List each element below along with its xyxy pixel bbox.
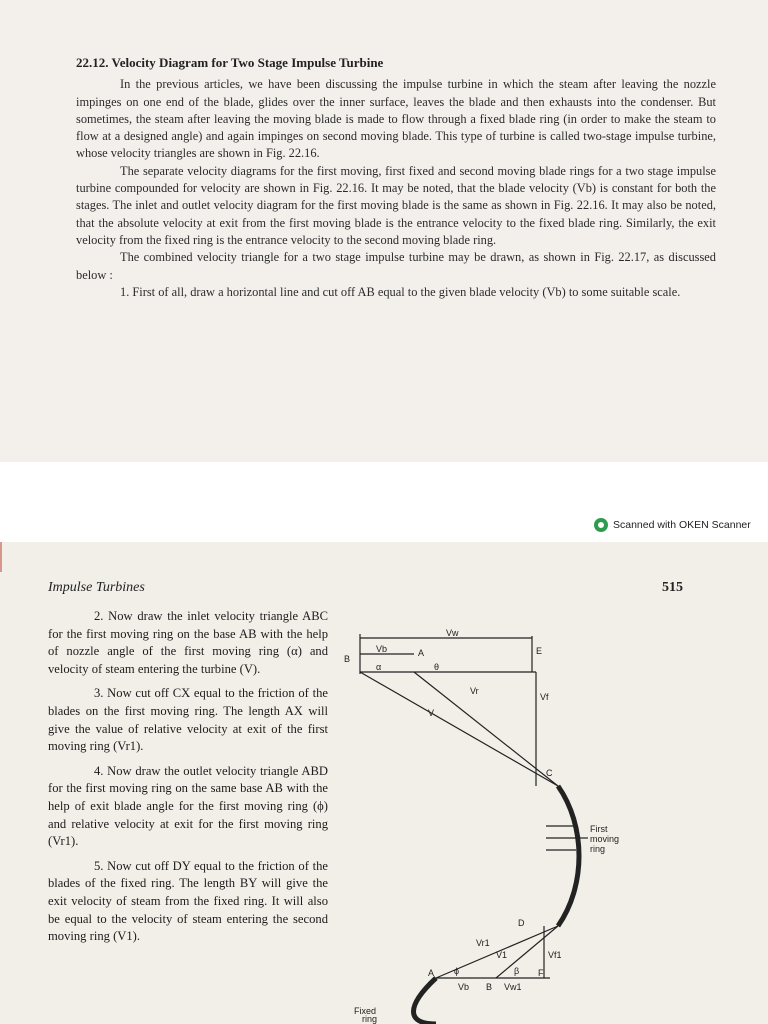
paragraph: The separate velocity diagrams for the first moving, first fixed and second moving blade rings for a two stage impulse turbine compounded for velocity are shown in Fig. 22.16. It may be noted, that the blade velocity (Vb) is constant for both the stages. The inlet and outlet velocity diagram for the first moving blade is the same as shown in Fig. 22.16. It may also be noted, that the absolute velocity at exit from the first moving blade is the entrance velocity to the fixed blade ring. Similarly, the exit velocity from the fixed ring is the entrance velocity to the second moving blade ring. [76,163,716,247]
c-label: C [546,768,553,778]
beta-label: β [514,966,520,976]
fixed-label: Fixed [354,1006,377,1016]
vb-mid-label: Vb [458,982,470,992]
first-moving-label-2: moving [590,834,620,844]
e-top-label: E [536,646,543,656]
step-paragraph: 4. Now draw the outlet velocity triangle ABD for the first moving ring on the same base AB with the help of exit blade angle for the first moving ring (ϕ) and relative velocity at exit for the first moving ring (Vr1). [48,763,328,849]
current-page [0,542,768,1024]
page-number: 515 [662,580,683,595]
b-top-label: B [344,654,351,664]
step-paragraph: 2. Now draw the inlet velocity triangle ABC for the first moving ring on the base AB with the help of nozzle angle of the first moving ring (α) and velocity of steam entering the turbine (V). [48,609,328,676]
vr1-label: Vr1 [476,938,490,948]
line-v [360,672,558,786]
vf1-label: Vf1 [548,950,562,960]
theta-label: θ [434,662,440,672]
paragraph: 1. First of all, draw a horizontal line and cut off AB equal to the given blade velocity (Vb) to some suitable scale. [120,284,681,299]
v-label: V [428,708,435,718]
scanner-logo-icon [594,518,608,532]
step-paragraph: 5. Now cut off DY equal to the friction of the blades of the fixed ring. The length BY will give the exit velocity of steam from the fixed ring. It will also be equal to the velocity of steam entering the second moving ring (V1). [48,858,328,944]
a-top-label: A [418,648,425,658]
v1-label: V1 [496,950,508,960]
page-edge-mark [0,542,18,572]
running-head: Impulse Turbines [48,580,145,595]
velocity-triangle-figure [336,626,636,1024]
paragraph: In the previous articles, we have been discussing the impulse turbine in which the steam after leaving the nozzle impinges on one end of the blade, glides over the inner surface, leaves the blade and then exhausts into the condenser. But sometimes, the steam after leaving the moving blade is made to flow through a fixed blade ring (in order to make the steam to flow at a designed angle) and again impinges on second moving blade. This type of turbine is called two-stage impulse turbine, whose velocity triangles are shown in Fig. 22.16. [76,77,716,161]
a-mid-label: A [428,968,435,978]
fixed-blade [414,978,437,1024]
vw1-label: Vw1 [504,982,522,992]
previous-page [0,0,768,462]
article-text [76,54,716,301]
f-label: F [538,968,544,978]
step-paragraph: 3. Now cut off CX equal to the friction of the blades on the first moving ring. The length AX will give the value of relative velocity at exit of the first moving ring (Vr1). [48,686,328,754]
vw-label: Vw [446,628,459,638]
first-moving-label: First [590,824,608,834]
paragraph: The combined velocity triangle for a two stage impulse turbine may be drawn, as shown in Fig. 22.17, as discussed below : [76,250,716,282]
phi-label: ϕ [454,966,460,976]
vb-top-label: Vb [376,644,388,654]
scanner-label: Scanned with OKEN Scanner [613,519,751,531]
steps-text [48,608,328,953]
vf-label: Vf [540,692,549,702]
section-heading: 22.12. Velocity Diagram for Two Stage Impulse Turbine [76,55,384,70]
alpha-label: α [376,662,382,672]
first-moving-label-3: ring [590,844,606,854]
vr-label: Vr [470,686,479,696]
fixed-label-2: ring [362,1014,378,1024]
first-moving-blade [558,786,579,926]
scanner-watermark [594,518,751,532]
d-label: D [518,918,525,928]
b-mid-label: B [486,982,493,992]
